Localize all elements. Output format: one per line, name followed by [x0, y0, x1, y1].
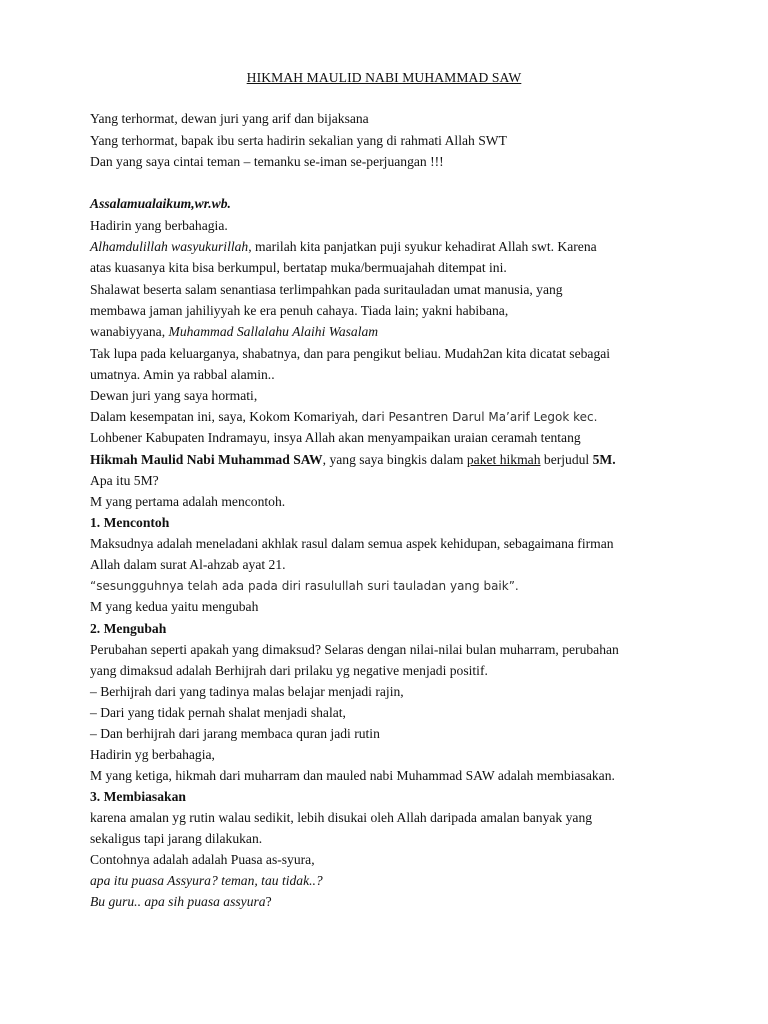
text-span: , yang saya bingkis dalam	[322, 452, 467, 467]
quote-line: “sesungguhnya telah ada pada diri rasulullah suri tauladan yang baik”.	[90, 579, 519, 593]
paragraph-line: Maksudnya adalah meneladani akhlak rasul dalam semua aspek kehidupan, sebagaimana firman	[90, 536, 614, 551]
text-span: berjudul	[540, 452, 593, 467]
paragraph-line	[90, 407, 597, 427]
italic-text: Alhamdulillah wasyukurillah	[90, 239, 249, 254]
paragraph-line	[90, 237, 597, 257]
list-item: – Dari yang tidak pernah shalat menjadi shalat,	[90, 705, 346, 720]
greeting-line-1: Yang terhormat, dewan juri yang arif dan bijaksana	[90, 111, 369, 126]
paragraph-line: Lohbener Kabupaten Indramayu, insya Allah akan menyampaikan uraian ceramah tentang	[90, 430, 581, 445]
italic-text: Muhammad Sallalahu Alaihi Wasalam	[168, 324, 379, 339]
paragraph-line: umatnya. Amin ya rabbal alamin..	[90, 367, 275, 382]
italic-text: Bu guru.. apa sih puasa assyura	[90, 894, 266, 909]
paragraph-line: atas kuasanya kita bisa berkumpul, bertatap muka/bermuajahah ditempat ini.	[90, 260, 507, 275]
section-heading: 1. Mencontoh	[90, 515, 170, 530]
paragraph-line: Perubahan seperti apakah yang dimaksud? Selaras dengan nilai-nilai bulan muharram, perubahan	[90, 642, 619, 657]
section-heading: 3. Membiasakan	[90, 789, 186, 804]
list-item: – Dan berhijrah dari jarang membaca quran jadi rutin	[90, 726, 380, 741]
text-span: ?	[265, 894, 272, 909]
bold-text: 5M.	[592, 452, 616, 467]
sans-text: dari Pesantren Darul Ma’arif Legok kec.	[361, 410, 598, 424]
text-span: wanabiyyana,	[90, 324, 169, 339]
paragraph-line: Apa itu 5M?	[90, 473, 159, 488]
paragraph-line: Tak lupa pada keluarganya, shabatnya, dan para pengikut beliau. Mudah2an kita dicatat sebagai	[90, 346, 611, 361]
paragraph-line: yang dimaksud adalah Berhijrah dari prilaku yg negative menjadi positif.	[90, 663, 488, 678]
underlined-text: paket hikmah	[466, 452, 541, 467]
bold-text: Hikmah Maulid Nabi Muhammad SAW	[90, 452, 323, 467]
paragraph-line: karena amalan yg rutin walau sedikit, lebih disukai oleh Allah daripada amalan banyak yang	[90, 810, 593, 825]
paragraph-line: Contohnya adalah adalah Puasa as-syura,	[90, 852, 315, 867]
section-heading: 2. Mengubah	[90, 621, 167, 636]
paragraph-line: sekaligus tapi jarang dilakukan.	[90, 831, 263, 846]
paragraph-line: Dewan juri yang saya hormati,	[90, 388, 258, 403]
page-title: HIKMAH MAULID NABI MUHAMMAD SAW	[246, 70, 522, 85]
paragraph-line	[90, 450, 616, 470]
paragraph-line: M yang pertama adalah mencontoh.	[90, 494, 286, 509]
paragraph-line: M yang kedua yaitu mengubah	[90, 599, 259, 614]
paragraph-line	[90, 322, 378, 342]
greeting-line-2: Yang terhormat, bapak ibu serta hadirin sekalian yang di rahmati Allah SWT	[90, 133, 507, 148]
list-item: – Berhijrah dari yang tadinya malas belajar menjadi rajin,	[90, 684, 404, 699]
paragraph-line: M yang ketiga, hikmah dari muharram dan mauled nabi Muhammad SAW adalah membiasakan.	[90, 768, 615, 783]
paragraph-line: Shalawat beserta salam senantiasa terlimpahkan pada suritauladan umat manusia, yang	[90, 282, 563, 297]
paragraph-line: membawa jaman jahiliyyah ke era penuh cahaya. Tiada lain; yakni habibana,	[90, 303, 509, 318]
italic-line: apa itu puasa Assyura? teman, tau tidak..?	[90, 873, 323, 888]
paragraph-line: Hadirin yg berbahagia,	[90, 747, 215, 762]
salam-line: Assalamualaikum,wr.wb.	[90, 196, 231, 211]
paragraph-line: Hadirin yang berbahagia.	[90, 218, 228, 233]
text-span: , marilah kita panjatkan puji syukur kehadirat Allah swt. Karena	[248, 239, 597, 254]
paragraph-line: Allah dalam surat Al-ahzab ayat 21.	[90, 557, 286, 572]
text-span: Dalam kesempatan ini, saya, Kokom Komariyah,	[90, 409, 362, 424]
paragraph-line	[90, 892, 272, 912]
greeting-line-3: Dan yang saya cintai teman – temanku se-iman se-perjuangan !!!	[90, 154, 444, 169]
